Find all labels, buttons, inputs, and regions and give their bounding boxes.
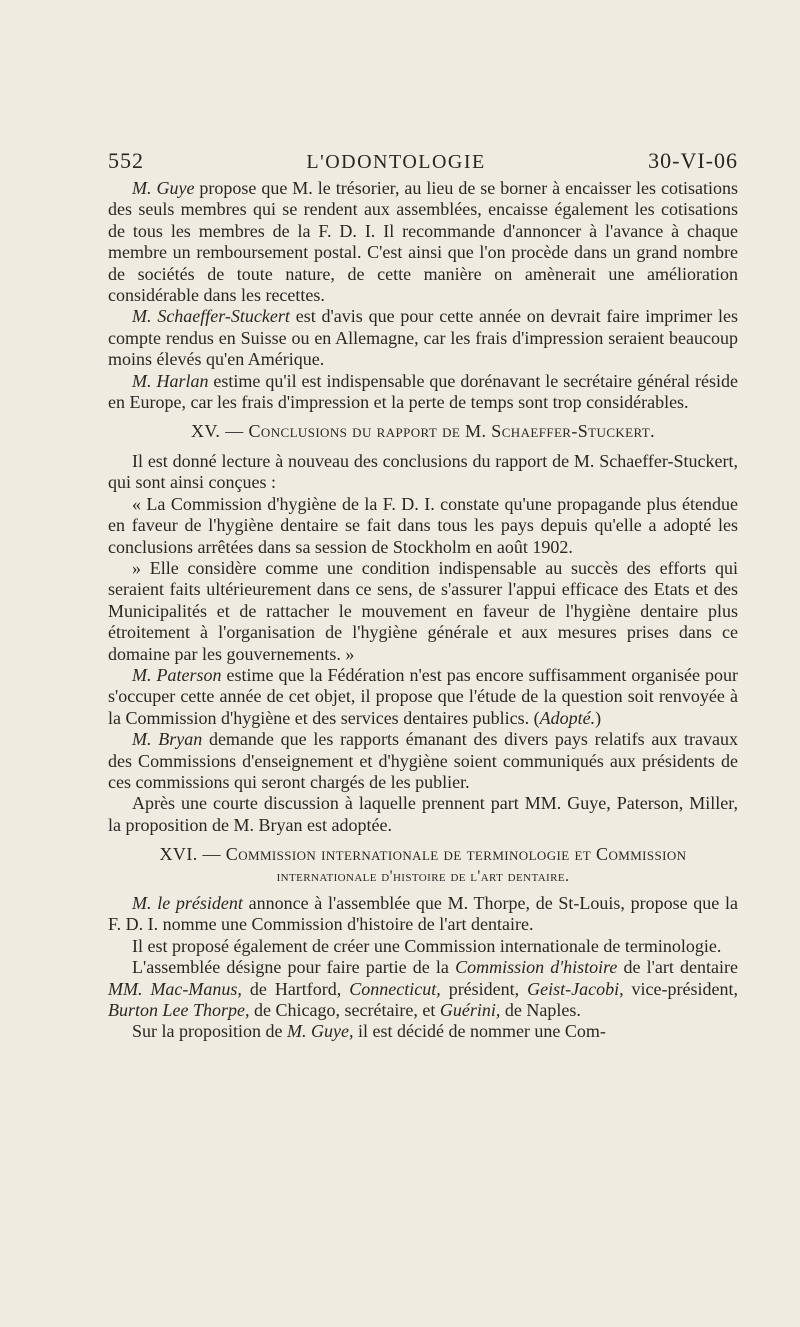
text-run: vice-président, (623, 978, 738, 999)
paragraph-assemblee (108, 957, 738, 1021)
text-run: de Naples. (500, 1000, 581, 1021)
speaker-name: M. Bryan (132, 729, 203, 750)
text-run-italic: M. Guye, (287, 1021, 354, 1042)
text-run: président, (440, 978, 528, 999)
text-run-italic: Burton Lee Thorpe, (108, 1000, 250, 1021)
text-run-italic: Commission d'histoire (455, 957, 618, 978)
adopted-note: Adopté. (539, 707, 596, 728)
paragraph-text: estime que la Fédération n'est pas encore suffisamment organisée pour s'occuper cette année de cet objet, il propose que l'étude de la question soit renvoyée à la Commission d'hygiène et des services dentaires publics. ( (108, 664, 738, 728)
text-run: de l'art dentaire (617, 957, 738, 978)
text-run: L'assemblée désigne pour faire partie de la (132, 957, 456, 978)
issue-date: 30-VI-06 (648, 148, 738, 173)
heading-line-1: XVI. — Commission internationale de terminologie et Commission (159, 844, 687, 865)
speaker-name: M. Harlan (132, 370, 209, 391)
text-run: Sur la proposition de (132, 1021, 287, 1042)
heading-line-2: internationale d'histoire de l'art dentaire. (276, 867, 570, 885)
text-run-italic: Guérini, (439, 1000, 501, 1021)
paragraph-quote-2: » Elle considère comme une condition indispensable au succès des efforts qui seraient faits ultérieurement dans ce sens, de s'assurer l'appui efficace des Etats et des Municipalités et de rattacher le mouvement en faveur de l'hygiène dentaire plus étroitement à l'organisation de l'hygiène générale et aux mesures prises dans ce domaine par les gouvernements. » (108, 557, 738, 664)
paragraph-lecture: Il est donné lecture à nouveau des conclusions du rapport de M. Schaeffer-Stuckert, qui sont ainsi conçues : (108, 450, 738, 493)
text-run: de Hartford, (241, 978, 350, 999)
paragraph-harlan (108, 371, 738, 414)
paragraph-text: propose que M. le trésorier, au lieu de se borner à encaisser les cotisations des seuls membres qui se rendent aux assemblées, encaisse également les cotisations de tous les membres de la F. D. I. Il recommande d'annoncer à l'avance à chaque membre un remboursement postal. C'est ainsi que l'on procède dans un grand nombre de sociétés de toute nature, de cette manière on amènerait une amélioration considérable dans les recettes. (108, 178, 738, 306)
running-header (108, 148, 738, 174)
paragraph-president (108, 893, 738, 936)
paragraph-text: annonce à l'assemblée que M. Thorpe, de St-Louis, propose que la F. D. I. nomme une Commission d'histoire de l'art dentaire. (108, 893, 739, 935)
paragraph-paterson (108, 665, 738, 729)
page-number: 552 (108, 148, 144, 173)
paragraph-discussion: Après une courte discussion à laquelle prennent part MM. Guye, Paterson, Miller, la proposition de M. Bryan est adoptée. (108, 793, 738, 835)
text-run-italic: Connecticut, (349, 978, 441, 999)
paragraph-bryan (108, 729, 738, 793)
text-run-italic: MM. Mac-Manus, (108, 978, 242, 999)
paragraph-guye (108, 178, 738, 306)
body-text (108, 178, 738, 1043)
text-run-italic: Geist-Jacobi, (527, 978, 624, 999)
paragraph-terminologie: Il est proposé également de créer une Commission internationale de terminologie. (132, 935, 722, 956)
paragraph-guye-proposition (108, 1021, 738, 1042)
section-heading-xvi (108, 844, 738, 887)
paragraph-quote-1: « La Commission d'hygiène de la F. D. I. constate qu'une propagande plus étendue en faveur de l'hygiène dentaire se fait dans tous les pays depuis qu'elle a adopté les conclusions arrêtées dans sa session de Stockholm en août 1902. (108, 493, 738, 557)
paragraph-text: estime qu'il est indispensable que dorénavant le secrétaire général réside en Europe, car les frais d'impression et la perte de temps sont trop considérables. (108, 370, 738, 413)
paragraph-text: demande que les rapports émanant des divers pays relatifs aux travaux des Commissions d'enseignement et d'hygiène soient communiqués aux présidents de ces commissions qui seront chargés de les publier. (108, 729, 739, 792)
speaker-name: M. Guye (132, 178, 195, 198)
section-heading-xv: XV. — Conclusions du rapport de M. Schaeffer-Stuckert. (190, 421, 656, 442)
paragraph-text: est d'avis que pour cette année on devrait faire imprimer les compte rendus en Suisse ou en Allemagne, car les frais d'impression seraient beaucoup moins élevés qu'en Amérique. (108, 306, 739, 370)
speaker-name: M. Paterson (132, 664, 222, 685)
paren-close: ) (595, 707, 602, 728)
text-run: de Chicago, secrétaire, et (249, 1000, 440, 1021)
speaker-name: M. Schaeffer-Stuckert (132, 306, 290, 327)
paragraph-schaeffer (108, 306, 738, 370)
speaker-name: M. le président (132, 893, 243, 913)
journal-title: L'ODONTOLOGIE (306, 151, 486, 173)
text-run: il est décidé de nommer une Com- (353, 1021, 606, 1042)
